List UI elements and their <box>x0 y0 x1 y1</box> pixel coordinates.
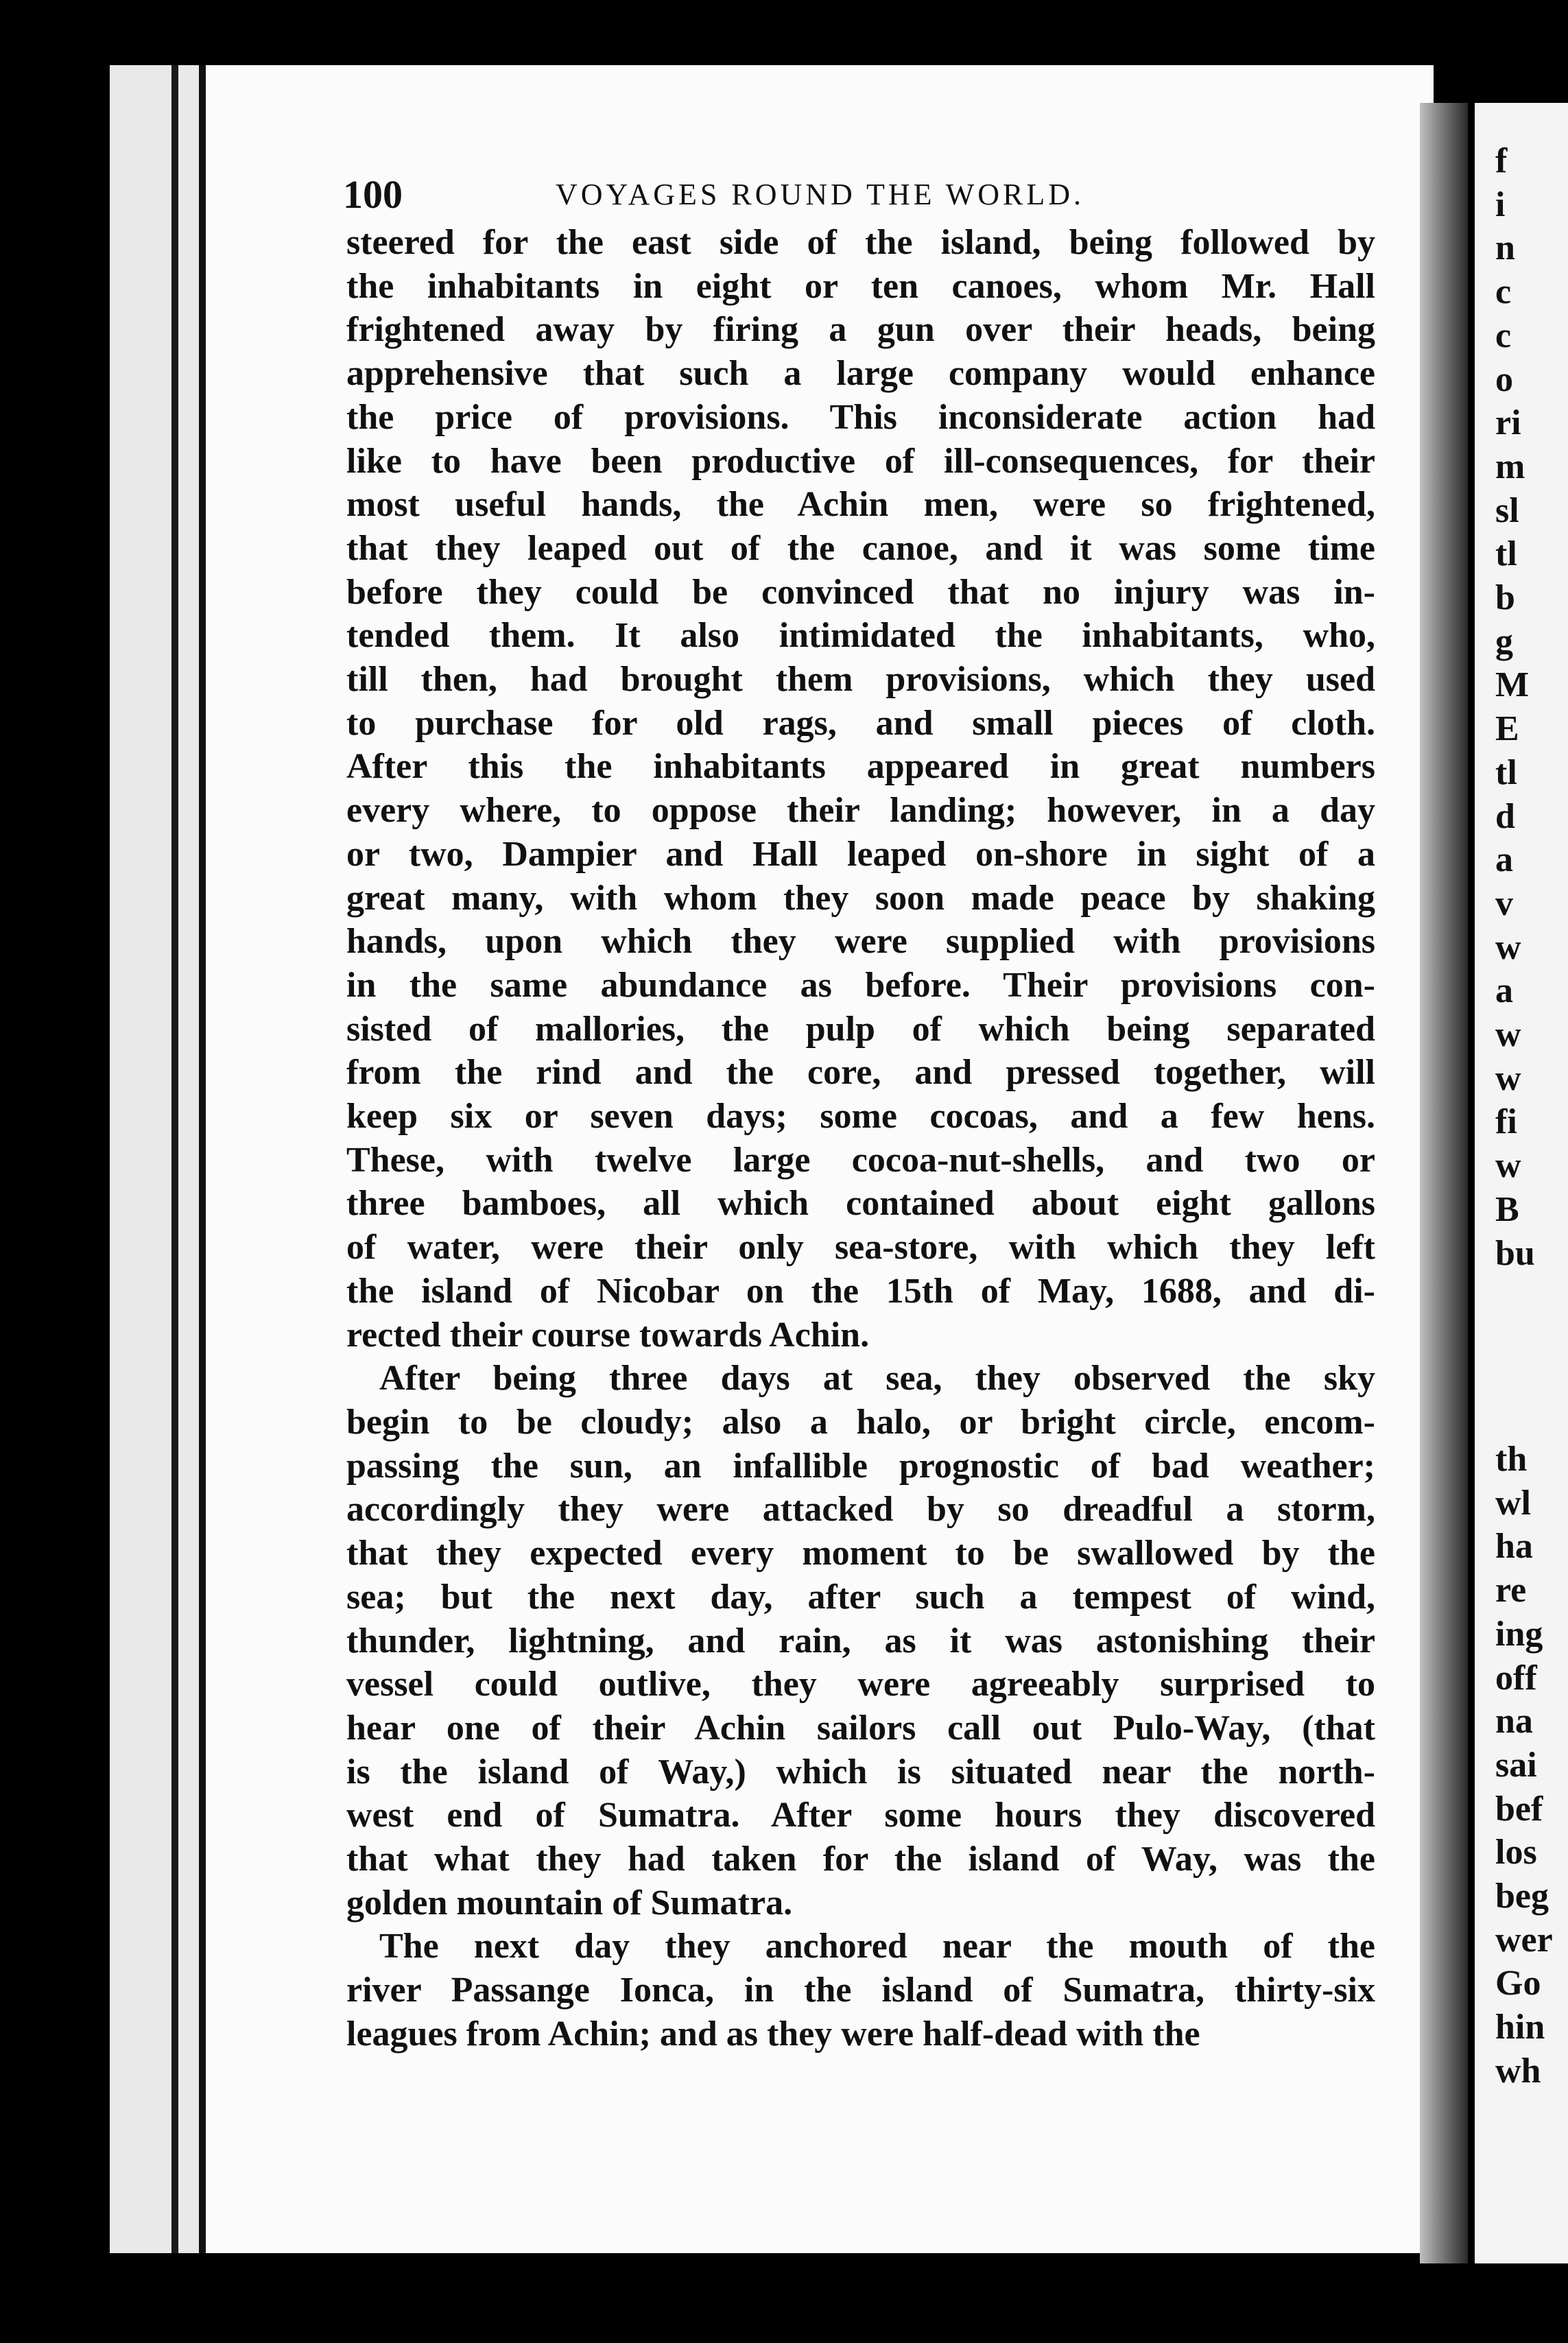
facing-page-text-fragment: w <box>1495 927 1521 967</box>
facing-page-text-fragment: ha <box>1495 1527 1533 1567</box>
text-line: keep six or seven days; some cocoas, and a few hens. <box>346 1097 1375 1137</box>
text-line: of water, were their only sea-store, with which they left <box>346 1228 1375 1268</box>
gutter-shadow <box>1420 103 1468 2263</box>
facing-page-text-fragment: f <box>1495 141 1508 180</box>
text-line: tended them. It also intimidated the inhabitants, who, <box>346 616 1375 656</box>
facing-page-text-fragment: w <box>1495 1015 1521 1054</box>
facing-page-text-fragment: ing <box>1495 1614 1543 1654</box>
text-line: is the island of Way,) which is situated near the north- <box>346 1752 1375 1792</box>
text-line: vessel could outlive, they were agreeably surprised to <box>346 1665 1375 1704</box>
facing-page-text-fragment: hin <box>1495 2008 1545 2047</box>
facing-page-text-fragment: wh <box>1495 2051 1541 2091</box>
page-number: 100 <box>343 172 403 217</box>
facing-page-text-fragment: na <box>1495 1702 1533 1741</box>
facing-page-text-fragment: a <box>1495 971 1513 1011</box>
text-line: hear one of their Achin sailors call out Pulo-Way, (that <box>346 1708 1375 1748</box>
running-title: VOYAGES ROUND THE WORLD. <box>556 178 1085 211</box>
facing-page-text-fragment: bu <box>1495 1233 1535 1273</box>
page-header <box>343 171 1166 219</box>
facing-page-text-fragment: fi <box>1495 1102 1517 1142</box>
text-line: rected their course towards Achin. <box>346 1315 870 1355</box>
facing-page-fragment <box>1475 103 1568 2263</box>
text-line: till then, had brought them provisions, which they used <box>346 660 1375 700</box>
facing-page-text-fragment: o <box>1495 359 1513 399</box>
facing-page-text-fragment: a <box>1495 840 1513 880</box>
text-line: or two, Dampier and Hall leaped on-shore in sight of a <box>346 834 1375 874</box>
facing-page-text-fragment: w <box>1495 1058 1521 1098</box>
text-line: the price of provisions. This inconsiderate action had <box>346 397 1375 437</box>
text-line: These, with twelve large cocoa-nut-shells, and two or <box>346 1140 1375 1180</box>
text-line: the inhabitants in eight or ten canoes, whom Mr. Hall <box>346 266 1375 306</box>
text-line: that what they had taken for the island of Way, was the <box>346 1840 1375 1879</box>
facing-page-text-fragment: d <box>1495 796 1515 836</box>
facing-page-text-fragment: c <box>1495 316 1512 355</box>
text-line: three bamboes, all which contained about eight gallons <box>346 1184 1375 1224</box>
text-line: thunder, lightning, and rain, as it was astonishing their <box>346 1621 1375 1661</box>
text-line: sea; but the next day, after such a tempest of wind, <box>346 1577 1375 1617</box>
body-text <box>346 221 1375 2056</box>
facing-page-text-fragment: M <box>1495 665 1530 705</box>
facing-page-text-fragment: wl <box>1495 1483 1531 1523</box>
text-line: to purchase for old rags, and small pieces of cloth. <box>346 703 1375 743</box>
text-line: river Passange Ionca, in the island of Sumatra, thirty-six <box>346 1971 1375 2010</box>
text-line: accordingly they were attacked by so dreadful a storm, <box>346 1490 1375 1530</box>
left-page-edge <box>110 65 209 2253</box>
facing-page-text-fragment: B <box>1495 1189 1519 1229</box>
facing-page-text-fragment: bef <box>1495 1789 1543 1829</box>
text-line: that they expected every moment to be swallowed by the <box>346 1534 1375 1573</box>
text-line: west end of Sumatra. After some hours they discovered <box>346 1796 1375 1835</box>
text-line: great many, with whom they soon made peace by shaking <box>346 878 1375 918</box>
facing-page-text-fragment: Go <box>1495 1964 1541 2003</box>
text-line: begin to be cloudy; also a halo, or bright circle, encom- <box>346 1402 1375 1442</box>
facing-page-text-fragment: i <box>1495 185 1506 224</box>
text-line: like to have been productive of ill-consequences, for their <box>346 441 1375 481</box>
text-line: every where, to oppose their landing; however, in a day <box>346 791 1375 831</box>
facing-page-text-fragment: ri <box>1495 403 1521 443</box>
text-line: steered for the east side of the island, being followed by <box>346 223 1375 262</box>
facing-page-text-fragment: n <box>1495 228 1515 268</box>
facing-page-text-fragment: th <box>1495 1440 1528 1479</box>
text-line: apprehensive that such a large company would enhance <box>346 354 1375 394</box>
text-line: sisted of mallories, the pulp of which being separated <box>346 1009 1375 1049</box>
text-line: After being three days at sea, they observed the sky <box>379 1359 1375 1399</box>
facing-page-text-fragment: sai <box>1495 1745 1537 1785</box>
text-line: most useful hands, the Achin men, were so frightened, <box>346 485 1375 525</box>
text-line: from the rind and the core, and pressed together, will <box>346 1053 1375 1093</box>
text-line: golden mountain of Sumatra. <box>346 1883 793 1923</box>
text-line: hands, upon which they were supplied with provisions <box>346 922 1375 962</box>
facing-page-text-fragment: b <box>1495 578 1515 617</box>
text-line: frightened away by firing a gun over their heads, being <box>346 310 1375 350</box>
facing-page-text-fragment: v <box>1495 883 1513 923</box>
text-line: that they leaped out of the canoe, and it was some time <box>346 528 1375 568</box>
facing-page-text-fragment: tl <box>1495 534 1517 574</box>
facing-page-text-fragment: re <box>1495 1571 1527 1610</box>
text-line: the island of Nicobar on the 15th of May, 1688, and di- <box>346 1271 1375 1311</box>
facing-page-text-fragment: sl <box>1495 490 1519 530</box>
text-line: passing the sun, an infallible prognostic of bad weather; <box>346 1446 1375 1486</box>
facing-page-text-fragment: off <box>1495 1658 1537 1698</box>
facing-page-text-fragment: w <box>1495 1146 1521 1186</box>
facing-page-text-fragment: c <box>1495 272 1512 312</box>
text-line: in the same abundance as before. Their provisions con- <box>346 965 1375 1005</box>
facing-page-text-fragment: wer <box>1495 1920 1553 1960</box>
text-line: leagues from Achin; and as they were half-dead with the <box>346 2014 1200 2054</box>
facing-page-text-fragment: m <box>1495 447 1525 486</box>
text-line: After this the inhabitants appeared in great numbers <box>346 747 1375 787</box>
facing-page-text-fragment: g <box>1495 621 1513 661</box>
facing-page-text-fragment: tl <box>1495 752 1517 792</box>
facing-page-text-fragment: E <box>1495 709 1519 749</box>
facing-page-text-fragment: los <box>1495 1833 1537 1872</box>
text-line: before they could be convinced that no injury was in- <box>346 572 1375 612</box>
facing-page-text-fragment: beg <box>1495 1877 1549 1916</box>
text-line: The next day they anchored near the mouth of the <box>379 1927 1375 1966</box>
